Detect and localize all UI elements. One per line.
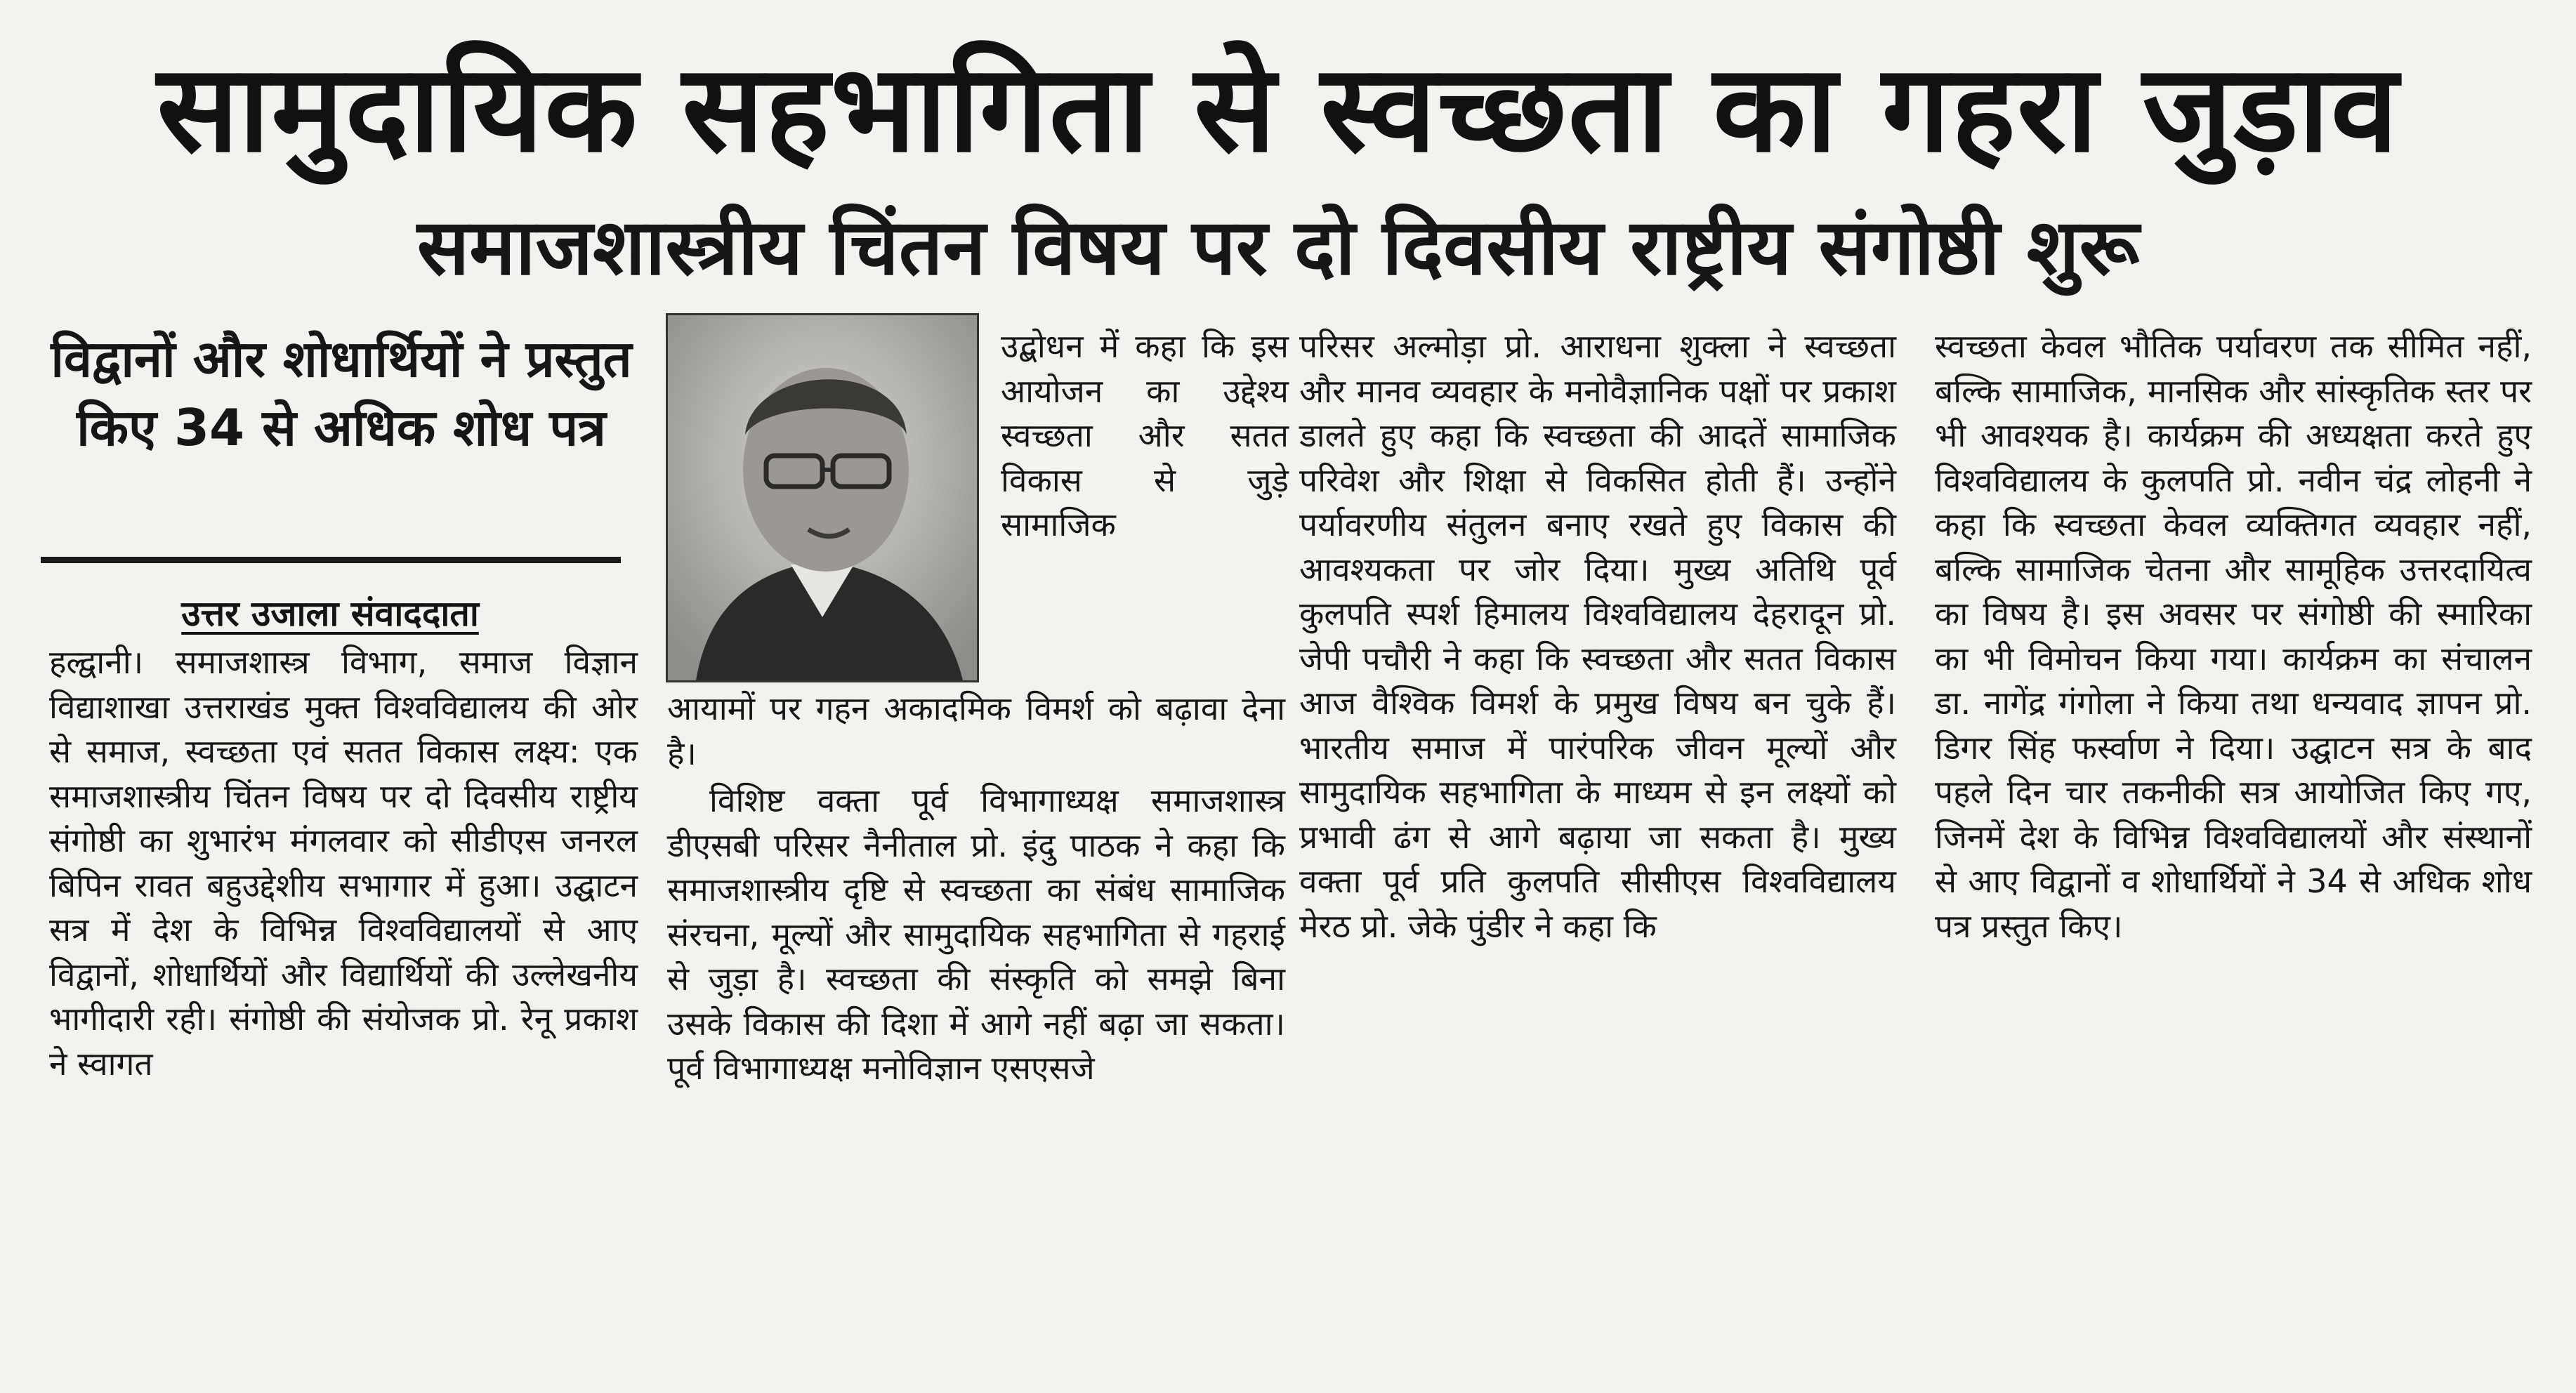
portrait-illustration <box>668 315 977 680</box>
subheadline: समाजशास्त्रीय चिंतन विषय पर दो दिवसीय राष्ट्रीय संगोष्ठी शुरू <box>416 202 2140 292</box>
byline: उत्तर उजाला संवाददाता <box>181 593 479 634</box>
column-2-top-text: उद्बोधन में कहा कि इस आयोजन का उद्देश्य स्वच्छता और सतत विकास से जुड़े सामाजिक <box>1001 327 1289 543</box>
column-1-text: हल्द्वानी। समाजशास्त्र विभाग, समाज विज्ञान विद्याशाखा उत्तराखंड मुक्त विश्वविद्यालय की ओर से समाज, स्वच्छता एवं सतत विकास लक्ष्य: एक समाजशास्त्रीय चिंतन विषय पर दो दिवसीय राष्ट्रीय संगोष्ठी का शुभारंभ मंगलवार को सीडीएस जनरल बिपिन रावत बहुउद्देशीय सभागार में हुआ। उद्घाटन सत्र में देश के विभिन्न विश्वविद्यालयों से आए विद्वानों, शोधार्थियों और विद्यार्थियों की उल्लेखनीय भागीदारी रही। संगोष्ठी की संयोजक प्रो. रेनू प्रकाश ने स्वागत <box>49 643 638 1083</box>
deck-rule <box>41 557 621 563</box>
column-3-text: परिसर अल्मोड़ा प्रो. आराधना शुक्ला ने स्वच्छता और मानव व्यवहार के मनोवैज्ञानिक पक्षों पर प्रकाश डालते हुए कहा कि स्वच्छता की आदतें सामाजिक परिवेश और शिक्षा से विकसित होती हैं। उन्होंने पर्यावरणीय संतुलन बनाए रखते हुए विकास की आवश्यकता पर जोर दिया। मुख्य अतिथि पूर्व कुलपति स्पर्श हिमालय विश्वविद्यालय देहरादून प्रो. जेपी पचौरी ने कहा कि स्वच्छता और सतत विकास आज वैश्विक विमर्श के प्रमुख विषय बन चुके हैं। भारतीय समाज में पारंपरिक जीवन मूल्यों और सामुदायिक सहभागिता के माध्यम से इन लक्ष्यों को प्रभावी ढंग से आगे बढ़ाया जा सकता है। मुख्य वक्ता पूर्व प्रति कुलपति सीसीएस विश्वविद्यालय मेरठ प्रो. जेके पुंडीर ने कहा कि <box>1299 327 1896 945</box>
column-2-paragraph-2: विशिष्ट वक्ता पूर्व विभागाध्यक्ष समाजशास्त्र डीएसबी परिसर नैनीताल प्रो. इंदु पाठक ने कहा कि समाजशास्त्रीय दृष्टि से स्वच्छता का संबंध सामाजिक संरचना, मूल्यों और सामुदायिक सहभागिता से गहराई से जुड़ा है। स्वच्छता की संस्कृति को समझे बिना उसके विकास की दिशा में आगे नहीं बढ़ा जा सकता। पूर्व विभागाध्यक्ष मनोविज्ञान एसएसजे <box>667 781 1285 1087</box>
speaker-photo <box>666 313 979 682</box>
column-4-text: स्वच्छता केवल भौतिक पर्यावरण तक सीमित नहीं, बल्कि सामाजिक, मानसिक और सांस्कृतिक स्तर पर भी आवश्यक है। कार्यक्रम की अध्यक्षता करते हुए विश्वविद्यालय के कुलपति प्रो. नवीन चंद्र लोहनी ने कहा कि स्वच्छता केवल व्यक्तिगत व्यवहार नहीं, बल्कि सामाजिक चेतना और सामूहिक उत्तरदायित्व का विषय है। इस अवसर पर संगोष्ठी की स्मारिका का भी विमोचन किया गया। कार्यक्रम का संचालन डा. नागेंद्र गंगोला ने किया तथा धन्यवाद ज्ञापन प्रो. डिगर सिंह फर्स्वाण ने दिया। उद्घाटन सत्र के बाद पहले दिन चार तकनीकी सत्र आयोजित किए गए, जिनमें देश के विभिन्न विश्वविद्यालयों और संस्थानों से आए विद्वानों व शोधार्थियों ने 34 से अधिक शोध पत्र प्रस्तुत किए। <box>1935 327 2532 945</box>
column-2-text <box>667 687 1285 1091</box>
headline: सामुदायिक सहभागिता से स्वच्छता का गहरा जुड़ाव <box>157 38 2400 179</box>
column-2-paragraph-1: आयामों पर गहन अकादमिक विमर्श को बढ़ावा देना है। <box>667 689 1285 772</box>
deck-headline: विद्वानों और शोधार्थियों ने प्रस्तुत किए 34 से अधिक शोध पत्र <box>51 329 632 457</box>
